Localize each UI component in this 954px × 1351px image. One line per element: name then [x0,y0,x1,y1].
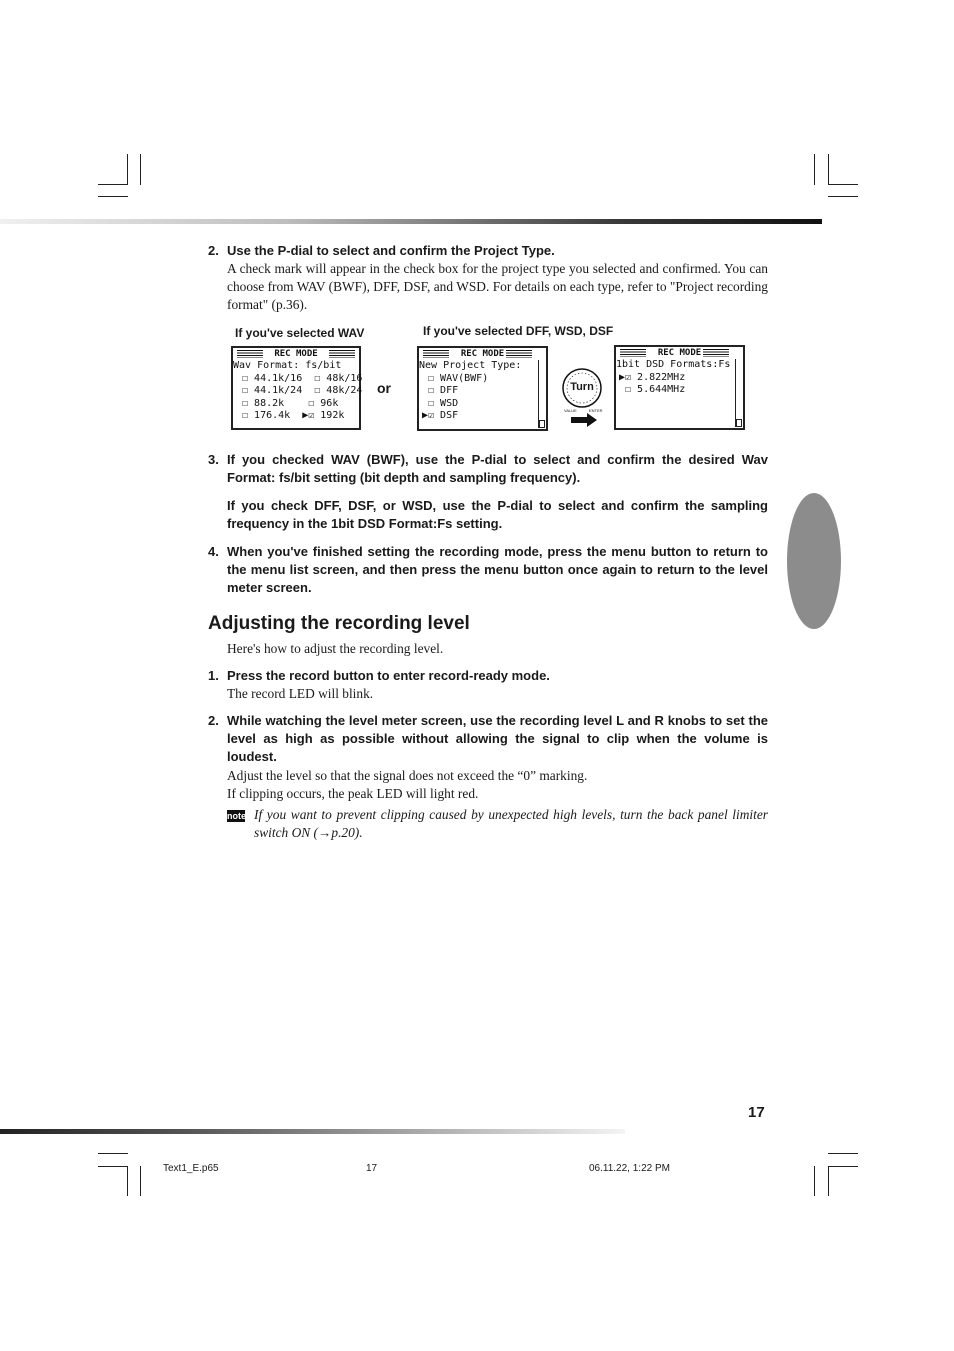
footer-file: Text1_E.p65 [163,1163,219,1174]
lcd-title: REC MODE [657,348,702,358]
lcd-row: ☐ 44.1k/16 ☐ 48k/16 [236,372,363,384]
step-number: 4. [208,544,219,559]
footer-timestamp: 06.11.22, 1:22 PM [589,1163,670,1174]
step-title: Press the record button to enter record-ready mode. [227,668,550,683]
lcd-row: ☐ WAV(BWF) [422,372,489,384]
step-number: 1. [208,668,219,683]
lcd-scrollbar [735,359,742,427]
step-extra: If you check DFF, DSF, or WSD, use the P-dial to select and confirm the sampling frequency in the 1bit DSD Format:Fs setting. [227,498,768,531]
section-intro: Here's how to adjust the recording level. [227,641,444,656]
header-band [0,219,822,224]
lcd-scrollbar [538,360,545,428]
lcd-heading: New Project Type: [419,360,522,371]
step-title: Use the P-dial to select and confirm the Project Type. [227,243,555,258]
lcd-project-type [417,346,548,431]
crop-mark [127,1166,128,1196]
crop-mark [814,154,815,185]
step-number: 2. [208,243,219,258]
lcd-dsd-format [614,345,745,430]
step-title: If you checked WAV (BWF), use the P-dial to select and confirm the desired Wav Format: fs/bit setting (bit depth and sampling frequency). [227,452,768,485]
caption-wav: If you've selected WAV [235,326,365,340]
lcd-row: ▶☑ 2.822MHz [619,371,686,383]
crop-mark [828,184,858,185]
lcd-row: ☐ 88.2k ☐ 96k [236,397,339,409]
crop-mark [828,1166,829,1196]
chapter-tab [787,493,841,629]
note-text: If you want to prevent clipping caused by unexpected high levels, turn the back panel limiter switch ON (→p.20). [254,807,768,840]
crop-mark [98,1166,128,1167]
dial-sub-left: VALUE [564,408,577,413]
crop-mark [98,184,128,185]
crop-mark [828,1153,858,1154]
p-dial-icon [561,367,603,409]
page-number: 17 [748,1104,765,1121]
lcd-title-bar [620,348,739,359]
lcd-heading: 1bit DSD Formats:Fs [616,359,731,370]
step-number: 2. [208,713,219,728]
step-2 [208,242,768,260]
lcd-row: ☐ WSD [422,397,459,409]
crop-mark [127,154,128,185]
step-title: When you've finished setting the recording mode, press the menu button to return to the menu list screen, and then press the menu button once again to return to the level meter screen. [227,544,768,595]
section-step-2-body: If clipping occurs, the peak LED will light red. [227,786,479,801]
section-heading: Adjusting the recording level [208,613,470,634]
section-step-2-body: Adjust the level so that the signal does not exceed the “0” marking. [227,768,588,783]
lcd-title: REC MODE [274,349,318,359]
step-4 [208,543,768,597]
crop-mark [828,154,829,185]
lcd-row: ☐ 176.4k ▶☑ 192k [236,410,345,421]
lcd-title-bar [237,349,355,360]
footer-page: 17 [366,1163,378,1174]
step-title: While watching the level meter screen, use the recording level L and R knobs to set the level as high as possible without allowing the signal to clip when the volume is loudest. [227,713,768,764]
dial-label: Turn [570,381,594,393]
lcd-title-bar [423,349,542,360]
section-step-1 [208,667,768,685]
lcd-row: ▶☑ DSF [422,410,459,421]
arrow-right-icon [571,413,597,427]
lcd-row: ☐ 5.644MHz [619,384,686,395]
crop-mark [98,196,128,197]
crop-mark [140,1166,141,1196]
dial-sub-right: ENTER [589,408,603,413]
section-step-1-body: The record LED will blink. [227,686,374,701]
section-step-2 [208,712,768,766]
lcd-row: ☐ DFF [422,385,459,396]
note-icon: note [227,811,246,821]
footer-band [0,1129,625,1134]
crop-mark [140,154,141,185]
step-2-body: A check mark will appear in the check box for the project type you selected and confirmed. You can choose from WAV (BWF), DFF, DSF, and WSD. For details on each type, refer to "Project recording format" (p.36). [227,261,768,312]
crop-mark [828,1166,858,1167]
lcd-heading: Wav Format: fs/bit [233,360,342,371]
crop-mark [828,196,858,197]
step-number: 3. [208,452,219,467]
crop-mark [814,1166,815,1196]
lcd-wav-format [231,346,361,430]
crop-mark [98,1153,128,1154]
lcd-row: ☐ 44.1k/24 ☐ 48k/24 [236,385,363,396]
lcd-title: REC MODE [460,349,505,359]
step-3 [208,451,768,533]
or-label: or [377,380,391,396]
caption-dsd: If you've selected DFF, WSD, DSF [423,324,614,338]
